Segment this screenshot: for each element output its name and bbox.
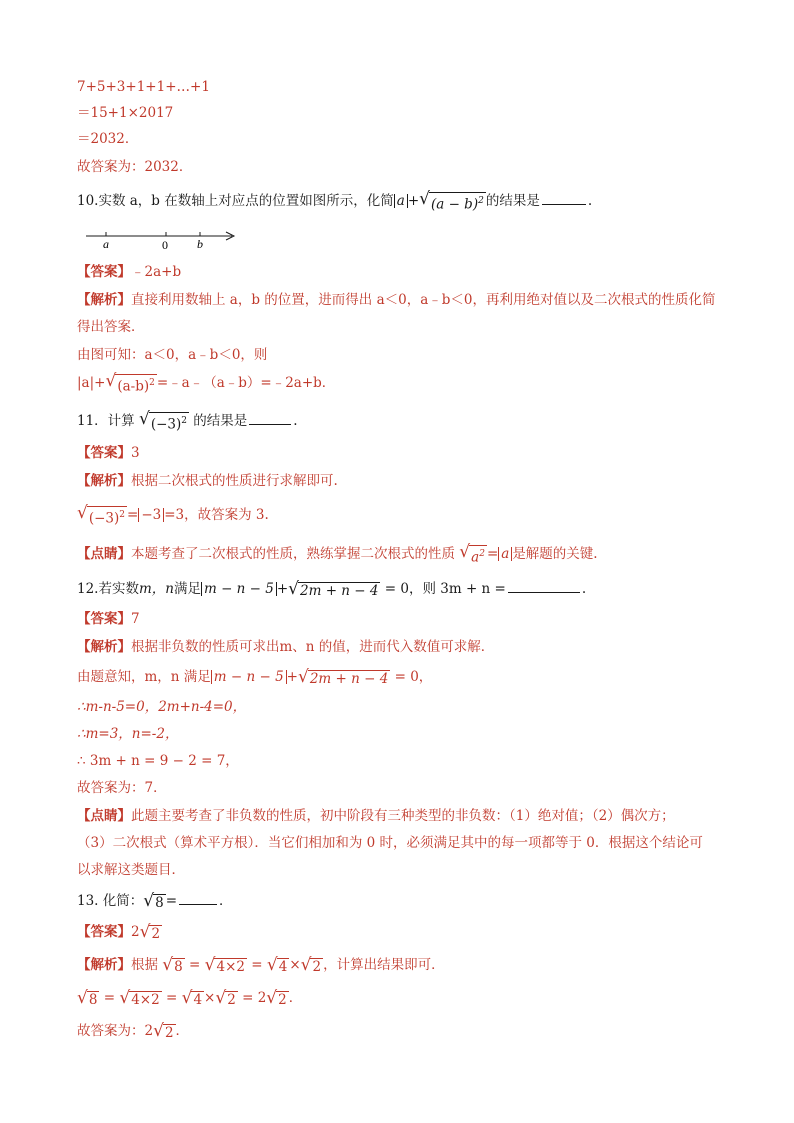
q13-a-rad-2: √ 2 xyxy=(300,955,322,975)
q13-final xyxy=(77,1021,189,1041)
q12-work-post: = 0， xyxy=(394,669,433,685)
q12-comment-3: 以求解这类题目． xyxy=(77,862,185,878)
q12-work-4: ∴ 3m + n = 9 − 2 = 7， xyxy=(77,753,239,769)
q12-stem-end: . xyxy=(581,581,587,597)
q11-comment-radicand: a xyxy=(471,549,480,566)
q12-comment-text: 此题主要考查了非负数的性质，初中阶段有三种类型的非负数：（1）绝对值；（2）偶次方； xyxy=(131,808,675,824)
q12-work-5: 故答案为：7． xyxy=(77,780,167,796)
q11-comment-eq: = xyxy=(486,545,499,562)
q13-analysis xyxy=(77,955,445,975)
q11-stem-text: 11．计算 xyxy=(77,413,135,429)
q11-analysis xyxy=(77,471,338,491)
answer-blank xyxy=(508,578,580,593)
q13-stem-radicand: 8 xyxy=(155,895,164,911)
label-b: b xyxy=(197,237,203,251)
answer-blank xyxy=(542,190,586,205)
q13-a-rad-4-val: 4 xyxy=(278,959,288,975)
q13-final-radicand: 2 xyxy=(164,1025,174,1041)
q11-comment-sup: 2 xyxy=(479,549,485,559)
answer-tag: 【答案】 xyxy=(77,611,131,627)
q10-stem-end: . xyxy=(587,193,593,209)
q12-work-1-text: 由题意知，m，n 满足 xyxy=(77,669,211,685)
calc-line-3: ＝2032． xyxy=(77,131,139,147)
q11-radical: √ $(-3)^2$ xyxy=(138,409,187,433)
label-0: 0 xyxy=(162,238,168,252)
q13-w-rad-2a: √ 2 xyxy=(215,988,236,1008)
answer-blank xyxy=(249,410,291,425)
q13-w-coef: 2 xyxy=(257,990,267,1006)
q13-w-rad-4x2-val: 4×2 xyxy=(131,992,160,1008)
q11-work-radical: √ $(-3)^2$ xyxy=(77,503,126,527)
q11-work xyxy=(77,504,269,527)
q10-radicand: (a − b) xyxy=(430,196,479,213)
q13-w-rad-2b-val: 2 xyxy=(278,992,287,1008)
q12-stem-abs: m − n − 5 xyxy=(201,582,277,596)
analysis-tag: 【解析】 xyxy=(77,292,131,308)
q12-answer xyxy=(77,609,140,629)
q13-w-eq3: = xyxy=(242,990,254,1006)
q13-final-radical: √ 2 xyxy=(153,1021,174,1041)
q13-w-rad-4: √ 4 xyxy=(181,988,203,1008)
q11-comment-abs: a xyxy=(498,547,512,561)
q13-w-eq2: = xyxy=(165,990,178,1006)
q12-stem-eq: = 0，则 3m + n = xyxy=(384,581,506,597)
q13-a-times: × xyxy=(289,957,301,973)
q10-work-sup: 2 xyxy=(149,378,155,388)
q10-work-radicand: (a-b) xyxy=(117,378,150,395)
q10-work-1: 由图可知：a＜0，a﹣b＜0，则 xyxy=(77,347,268,363)
answer-tag: 【答案】 xyxy=(77,264,131,280)
q13-final-dot: ． xyxy=(175,1023,190,1039)
q10-answer xyxy=(77,262,181,282)
q11-stem-end: . xyxy=(293,413,298,429)
q11-stem-post: 的结果是 xyxy=(193,413,248,429)
q12-answer-value: 7 xyxy=(131,611,140,627)
q11-work-post: =3，故答案为 3. xyxy=(164,506,269,523)
q13-a-rad-4x2: √ 4×2 xyxy=(204,955,245,975)
q12-stem-radicand: 2m + n − 4 xyxy=(300,583,379,599)
q13-a-rad-4: √ 4 xyxy=(266,955,288,975)
q13-w-times: × xyxy=(204,990,216,1006)
q12-work-radicand: 2m + n − 4 xyxy=(309,671,389,687)
q10-radical: √ $(a - b)^2$ xyxy=(419,189,484,213)
q13-a-rad-8-val: 8 xyxy=(174,959,183,975)
q13-answer-radicand: 2 xyxy=(151,926,161,942)
q13-stem-radical: √ 8 xyxy=(143,891,164,911)
q13-w-rad-8: √ 8 xyxy=(77,988,98,1008)
q13-w-rad-8-val: 8 xyxy=(88,992,98,1008)
q13-a-eq2: = xyxy=(251,957,263,973)
answer-tag: 【答案】 xyxy=(77,445,131,461)
q12-analysis-text: 根据非负数的性质可求出m、n 的值，进而代入数值可求解． xyxy=(131,639,495,655)
q11-sup: 2 xyxy=(181,416,187,427)
q10-analysis-2: 得出答案． xyxy=(77,319,145,335)
q10-analysis xyxy=(77,290,715,310)
q10-sup: 2 xyxy=(478,196,484,207)
q11-comment-post: 是解题的关键. xyxy=(512,545,598,562)
q13-final-coef: 2 xyxy=(144,1023,154,1039)
q12-comment xyxy=(77,806,675,826)
q13-a-rad-2-val: 2 xyxy=(312,959,322,975)
q13-a-rad-8: √ 8 xyxy=(162,955,183,975)
q13-stem xyxy=(77,890,233,911)
q12-stem-radical: √ 2m + n − 4 xyxy=(288,579,379,599)
q10-work-radical: √ $(a-b)^2$ xyxy=(105,371,155,395)
q13-final-text: 故答案为： xyxy=(77,1023,145,1039)
answer-tag: 【答案】 xyxy=(77,924,131,940)
q13-work xyxy=(77,988,302,1008)
q10-answer-value: ﹣2a+b xyxy=(131,264,182,280)
q11-work-abs: −3 xyxy=(138,508,164,522)
q10-stem-text: 10.实数 a，b 在数轴上对应点的位置如图所示，化简 xyxy=(77,193,394,209)
q10-work-2b: =﹣a﹣（a﹣b）=﹣2a+b． xyxy=(156,374,336,391)
q12-stem xyxy=(77,578,586,599)
q12-work-1 xyxy=(77,667,432,687)
q12-work-abs: m − n − 5 xyxy=(211,670,287,684)
q12-work-plus: + xyxy=(286,669,298,685)
q12-comment-2: （3）二次根式（算术平方根）．当它们相加和为 0 时，必须满足其中的每一项都等于 0．根据这个结论可 xyxy=(77,835,703,851)
calc-line-1: 7+5+3+1+1+…+1 xyxy=(77,79,210,95)
q10-stem-post: 的结果是 xyxy=(485,193,540,209)
q13-stem-eq: = xyxy=(165,893,178,909)
q11-stem xyxy=(77,410,298,433)
comment-tag: 【点睛】 xyxy=(77,545,131,562)
q13-answer xyxy=(77,922,162,942)
comment-tag: 【点睛】 xyxy=(77,808,131,824)
q12-work-2: ∴m-n-5=0，2m+n-4=0， xyxy=(77,699,247,715)
q11-comment-text: 本题考查了二次根式的性质，熟练掌握二次根式的性质 xyxy=(131,545,455,562)
q13-a-eq1: = xyxy=(189,957,201,973)
q13-w-rad-4-val: 4 xyxy=(193,992,203,1008)
q12-analysis xyxy=(77,637,494,657)
q13-stem-end: ． xyxy=(219,893,233,909)
q11-answer xyxy=(77,443,140,463)
q13-w-rad-2a-val: 2 xyxy=(227,992,236,1008)
label-a: a xyxy=(103,237,109,251)
q10-abs: a xyxy=(394,194,408,208)
q11-analysis-text: 根据二次根式的性质进行求解即可. xyxy=(131,473,338,489)
q12-work-3: ∴m=3，n=-2， xyxy=(77,726,179,742)
analysis-tag: 【解析】 xyxy=(77,957,131,973)
calc-line-4-text: 故答案为：2032． xyxy=(77,159,193,175)
q13-stem-text: 13. 化简： xyxy=(77,893,144,909)
q13-analysis-text: 根据 xyxy=(131,957,158,973)
q13-answer-coef: 2 xyxy=(131,924,140,940)
q13-a-rad-4x2-val: 4×2 xyxy=(216,959,245,975)
q11-work-eq: = xyxy=(127,506,139,523)
analysis-tag: 【解析】 xyxy=(77,473,131,489)
q11-work-radicand: (−3) xyxy=(88,510,120,527)
number-line-figure xyxy=(84,228,244,254)
q12-stem-vars: m，n xyxy=(138,581,174,597)
q10-work-2 xyxy=(77,372,335,395)
q13-answer-radical: √ 2 xyxy=(139,922,161,942)
q12-stem-mid: 满足 xyxy=(173,581,201,597)
q11-comment-radical: √ $a^2$ xyxy=(459,542,485,566)
q10-analysis-text: 直接利用数轴上 a，b 的位置，进而得出 a＜0，a﹣b＜0，再利用绝对值以及二次根式的性质化简 xyxy=(131,292,716,308)
analysis-tag: 【解析】 xyxy=(77,639,131,655)
q13-analysis-post: ，计算出结果即可． xyxy=(323,957,445,973)
q13-w-rad-2b: √ 2 xyxy=(266,988,287,1008)
q11-radicand: (−3) xyxy=(150,416,182,433)
answer-blank xyxy=(179,890,217,905)
q12-stem-plus: + xyxy=(276,581,289,597)
q13-w-eq1: = xyxy=(103,990,116,1006)
q11-answer-value: 3 xyxy=(131,445,140,461)
calc-line-2: ＝15+1×2017 xyxy=(77,105,174,121)
q10-stem: 10.实数 a，b 在数轴上对应点的位置如图所示，化简 a + √ $(a - b)^2$ 的结果是 . xyxy=(77,189,593,213)
q12-stem-text: 12.若实数 xyxy=(77,581,139,597)
q13-w-rad-4x2: √ 4×2 xyxy=(119,988,160,1008)
q11-comment xyxy=(77,543,598,566)
q11-work-sup: 2 xyxy=(119,510,126,520)
q12-work-radical: √ 2m + n − 4 xyxy=(297,667,389,687)
q13-w-dot: ． xyxy=(288,990,303,1006)
calc-line-4 xyxy=(77,157,192,177)
q10-work-2a: |a|+ xyxy=(77,374,106,391)
